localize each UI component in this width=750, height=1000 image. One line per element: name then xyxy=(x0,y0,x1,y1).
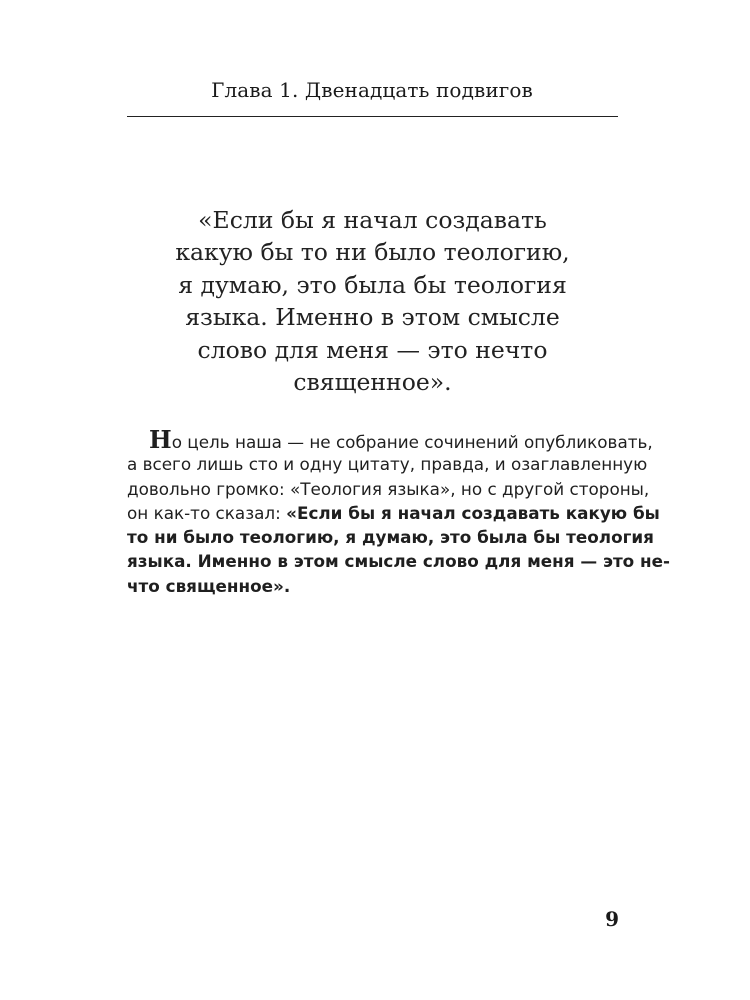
epigraph-line: слово для меня — это нечто xyxy=(197,335,548,364)
body-paragraph xyxy=(127,425,670,598)
paragraph-line xyxy=(127,525,654,549)
paragraph-line: а всего лишь сто и одну цитату, правда, и озаглавленную xyxy=(127,454,648,475)
epigraph-line: языка. Именно в этом смысле xyxy=(185,303,560,332)
drop-cap: Н xyxy=(149,425,172,454)
epigraph-line: «Если бы я начал создавать xyxy=(198,206,547,234)
running-head: Глава 1. Двенадцать подвигов xyxy=(211,78,533,102)
quote-bold-text: «Если бы я начал создавать какую бы xyxy=(286,502,660,523)
quote-bold-text: языка. Именно в этом смысле слово для меня — это не- xyxy=(127,551,670,572)
paragraph-line xyxy=(127,574,618,598)
paragraph-line: довольно громко: «Теология языка», но с другой стороны, xyxy=(127,478,650,499)
page-number: 9 xyxy=(605,907,619,931)
quote-bold-text: то ни было теологию, я думаю, это была бы теология xyxy=(127,527,654,548)
header-rule xyxy=(127,116,618,117)
paragraph-line xyxy=(127,549,670,573)
paragraph-text: о цель наша — не собрание сочинений опубликовать, xyxy=(171,432,653,452)
epigraph-line: священное». xyxy=(293,368,452,397)
epigraph-quote xyxy=(127,204,618,398)
epigraph-line: какую бы то ни было теологию, xyxy=(175,238,570,267)
paragraph-line xyxy=(127,425,653,454)
paragraph-line xyxy=(127,501,660,525)
paragraph-text: он как-то сказал: xyxy=(127,502,287,523)
quote-bold-text: что священное». xyxy=(127,575,291,596)
epigraph-line: я думаю, это была бы теология xyxy=(178,270,567,299)
